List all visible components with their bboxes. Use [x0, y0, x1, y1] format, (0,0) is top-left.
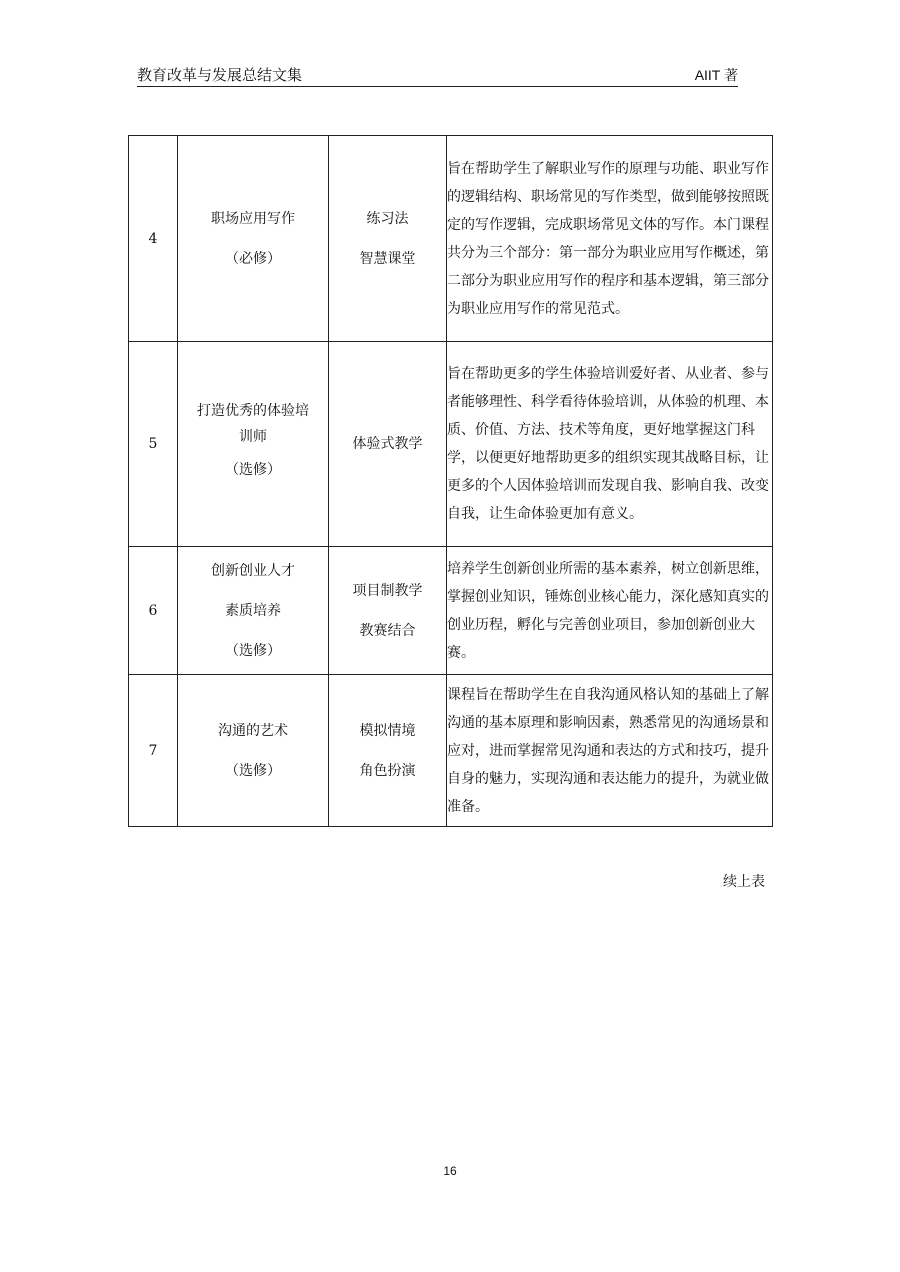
- header-author: AIIT 著: [694, 67, 738, 83]
- row-number: 6: [129, 547, 178, 675]
- teaching-method: 角色扮演: [359, 762, 416, 779]
- teaching-method-cell: [329, 136, 447, 342]
- header-book-title: 教育改革与发展总结文集: [137, 66, 303, 84]
- teaching-method: 教赛结合: [359, 622, 416, 639]
- teaching-method-cell: [329, 342, 447, 547]
- teaching-method: 体验式教学: [352, 436, 423, 452]
- teaching-method: 智慧课堂: [359, 250, 416, 267]
- course-name: 沟通的艺术: [218, 722, 288, 739]
- course-name-cell: [178, 342, 329, 547]
- course-description: 旨在帮助更多的学生体验培训爱好者、从业者、参与者能够理性、科学看待体验培训，从体验的机理、本质、价值、方法、技术等角度，更好地掌握这门科学，以便更好地帮助更多的组织实现其战略目标，让更多的个人因体验培训而发现自我、影响自我、改变自我，让生命体验更加有意义。: [447, 342, 773, 547]
- course-name-cell: [178, 547, 329, 675]
- course-table: [128, 135, 773, 827]
- teaching-method-cell: [329, 675, 447, 827]
- table-row: [129, 547, 773, 675]
- teaching-method: 模拟情境: [359, 722, 416, 739]
- course-name-cell: [178, 675, 329, 827]
- course-type: （必修）: [225, 250, 281, 267]
- course-description: 培养学生创新创业所需的基本素养，树立创新思维，掌握创业知识，锤炼创业核心能力，深化感知真实的创业历程，孵化与完善创业项目，参加创新创业大赛。: [447, 547, 773, 675]
- course-type: （选修）: [225, 642, 281, 659]
- teaching-method: 练习法: [366, 210, 409, 227]
- page-number: 16: [443, 1164, 457, 1178]
- course-name: 创新创业人才: [211, 562, 295, 579]
- course-name-continued: 训师: [239, 429, 267, 445]
- table-continued-label: 续上表: [723, 874, 765, 890]
- row-number: 4: [129, 136, 178, 342]
- table-row: [129, 675, 773, 827]
- row-number: 5: [129, 342, 178, 547]
- course-name: 打造优秀的体验培: [197, 403, 309, 419]
- course-description: 旨在帮助学生了解职业写作的原理与功能、职业写作的逻辑结构、职场常见的写作类型，做到能够按照既定的写作逻辑，完成职场常见文体的写作。本门课程共分为三个部分：第一部分为职业应用写作概述，第二部分为职业应用写作的程序和基本逻辑，第三部分为职业应用写作的常见范式。: [447, 136, 773, 342]
- table-row: [129, 342, 773, 547]
- teaching-method-cell: [329, 547, 447, 675]
- course-name-cell: [178, 136, 329, 342]
- course-type: （选修）: [225, 762, 281, 779]
- course-type: （选修）: [225, 462, 281, 478]
- course-name-continued: 素质培养: [225, 602, 281, 619]
- running-header: [137, 66, 738, 87]
- course-description: 课程旨在帮助学生在自我沟通风格认知的基础上了解沟通的基本原理和影响因素，熟悉常见的沟通场景和应对，进而掌握常见沟通和表达的方式和技巧，提升自身的魅力，实现沟通和表达能力的提升，为就业做准备。: [447, 675, 773, 827]
- table-row: [129, 136, 773, 342]
- teaching-method: 项目制教学: [352, 582, 423, 599]
- row-number: 7: [129, 675, 178, 827]
- course-name: 职场应用写作: [211, 210, 295, 227]
